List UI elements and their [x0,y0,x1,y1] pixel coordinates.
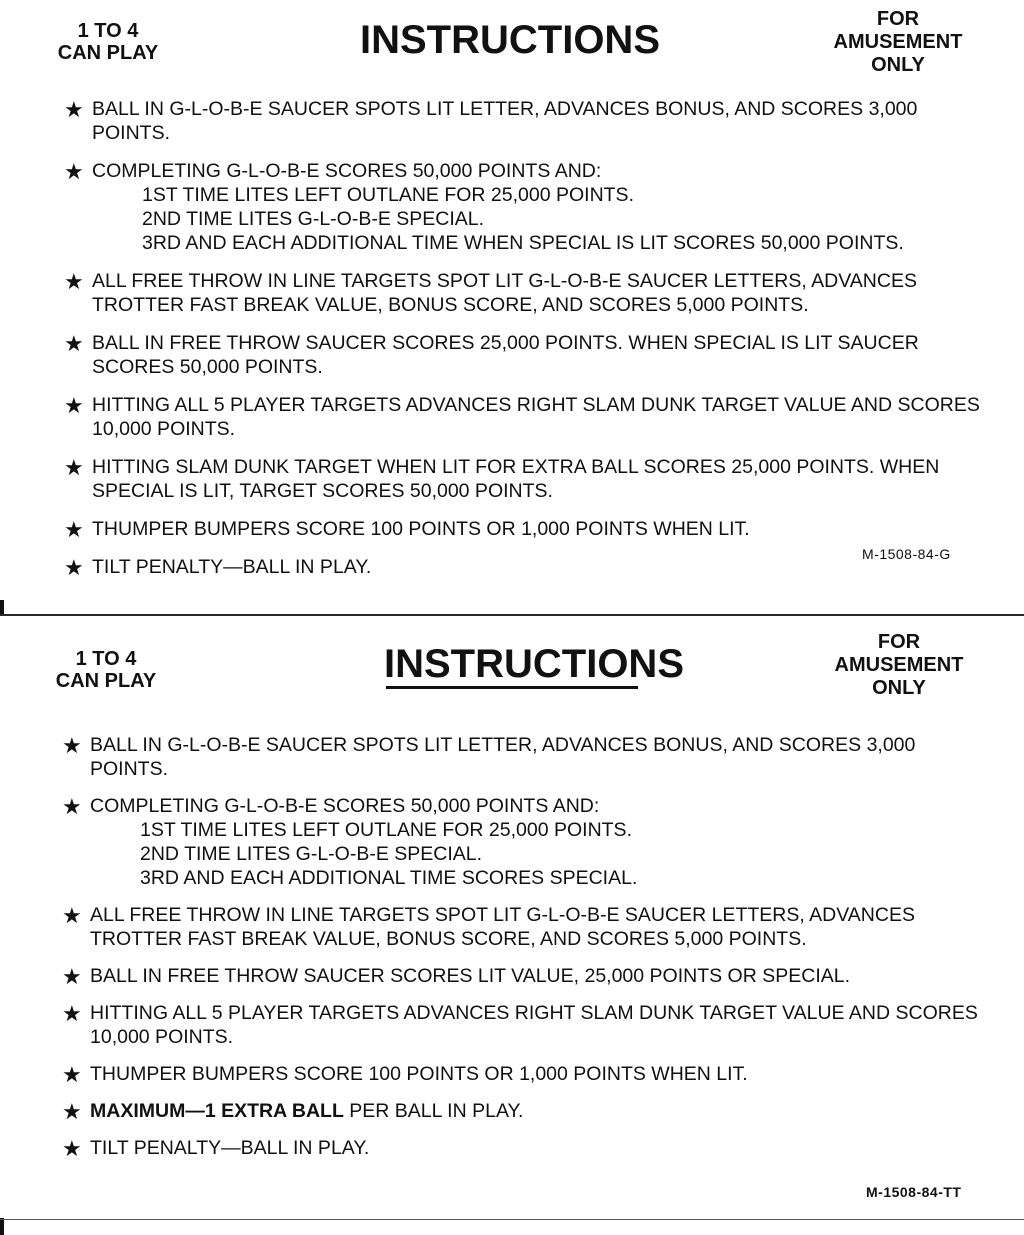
rule-subitem: 3RD AND EACH ADDITIONAL TIME WHEN SPECIAL IS LIT SCORES 50,000 POINTS. [142,232,904,254]
star-icon: ★ [62,1001,82,1026]
card-edge-mark [0,1218,4,1235]
rules-list [64,97,984,593]
rule-item: ★ THUMPER BUMPERS SCORE 100 POINTS OR 1,000 POINTS WHEN LIT. [62,1062,748,1087]
star-icon: ★ [62,1062,82,1087]
rule-bold-text: MAXIMUM—1 EXTRA BALL [90,1100,344,1122]
rule-item: ★ HITTING SLAM DUNK TARGET WHEN LIT FOR EXTRA BALL SCORES 25,000 POINTS. WHEN SPECIAL IS LIT, TARGET SCORES 50,000 POINTS. [64,455,940,502]
star-icon: ★ [62,903,82,928]
rule-item: ★ BALL IN G-L-O-B-E SAUCER SPOTS LIT LETTER, ADVANCES BONUS, AND SCORES 3,000 POINTS. [64,97,918,144]
instruction-card-top [0,0,1024,608]
rule-item: ★ COMPLETING G-L-O-B-E SCORES 50,000 POINTS AND: 1ST TIME LITES LEFT OUTLANE FOR 25,000 POINTS. 2ND TIME LITES G-L-O-B-E SPECIAL. 3RD AND EACH ADDITIONAL TIME WHEN SPECIAL IS LIT SCORES 50,000 POINTS. [64,159,984,255]
rule-item: ★ COMPLETING G-L-O-B-E SCORES 50,000 POINTS AND: 1ST TIME LITES LEFT OUTLANE FOR 25,000 POINTS. 2ND TIME LITES G-L-O-B-E SPECIAL. 3RD AND EACH ADDITIONAL TIME SCORES SPECIAL. [62,794,982,890]
star-icon: ★ [64,555,84,580]
star-icon: ★ [62,1136,82,1161]
rule-item: ★ ALL FREE THROW IN LINE TARGETS SPOT LIT G-L-O-B-E SAUCER LETTERS, ADVANCES TROTTER FAST BREAK VALUE, BONUS SCORE, AND SCORES 5,000 POINTS. [62,903,915,950]
star-icon: ★ [62,1099,82,1124]
rule-item: ★ THUMPER BUMPERS SCORE 100 POINTS OR 1,000 POINTS WHEN LIT. [64,517,750,542]
rule-item: ★ BALL IN FREE THROW SAUCER SCORES LIT VALUE, 25,000 POINTS OR SPECIAL. [62,964,851,989]
star-icon: ★ [62,733,82,758]
star-icon: ★ [62,794,82,819]
star-icon: ★ [64,517,84,542]
amusement-label: FOR AMUSEMENT ONLY [834,631,964,699]
rule-subitem: 1ST TIME LITES LEFT OUTLANE FOR 25,000 POINTS. [142,184,634,206]
rule-item: ★ TILT PENALTY—BALL IN PLAY. [64,555,372,580]
rule-subitem: 3RD AND EACH ADDITIONAL TIME SCORES SPECIAL. [140,867,638,889]
star-icon: ★ [64,97,84,122]
rule-subitem: 2ND TIME LITES G-L-O-B-E SPECIAL. [140,843,483,865]
players-label: 1 TO 4 CAN PLAY [55,648,157,692]
part-number: M-1508-84-G [862,546,951,562]
part-number: M-1508-84-TT [866,1184,962,1200]
rule-item: ★ ALL FREE THROW IN LINE TARGETS SPOT LIT G-L-O-B-E SAUCER LETTERS, ADVANCES TROTTER FAST BREAK VALUE, BONUS SCORE, AND SCORES 5,000 POINTS. [64,269,917,316]
rule-item: ★ BALL IN G-L-O-B-E SAUCER SPOTS LIT LETTER, ADVANCES BONUS, AND SCORES 3,000 POINTS. [62,733,916,780]
card-title: INSTRUCTIONS [360,18,660,62]
rule-item: ★ BALL IN FREE THROW SAUCER SCORES 25,000 POINTS. WHEN SPECIAL IS LIT SAUCER SCORES 50,000 POINTS. [64,331,919,378]
rule-item: ★ HITTING ALL 5 PLAYER TARGETS ADVANCES RIGHT SLAM DUNK TARGET VALUE AND SCORES 10,000 POINTS. [64,393,980,440]
amusement-label: FOR AMUSEMENT ONLY [833,8,963,76]
card-divider [0,614,1024,616]
card-bottom-edge [0,1219,1024,1220]
rule-item: ★ HITTING ALL 5 PLAYER TARGETS ADVANCES RIGHT SLAM DUNK TARGET VALUE AND SCORES 10,000 POINTS. [62,1001,978,1048]
instruction-card-bottom [0,618,1024,1223]
rule-item: ★ MAXIMUM—1 EXTRA BALL PER BALL IN PLAY. [62,1099,524,1124]
card-title: INSTRUCTIONS [384,642,684,686]
rules-list [62,733,982,1173]
rule-item: ★ TILT PENALTY—BALL IN PLAY. [62,1136,370,1161]
star-icon: ★ [64,393,84,418]
rule-subitem: 2ND TIME LITES G-L-O-B-E SPECIAL. [142,208,485,230]
rule-subitem: 1ST TIME LITES LEFT OUTLANE FOR 25,000 POINTS. [140,819,632,841]
star-icon: ★ [64,159,84,184]
star-icon: ★ [64,455,84,480]
star-icon: ★ [64,331,84,356]
title-underline [386,686,638,689]
star-icon: ★ [62,964,82,989]
players-label: 1 TO 4 CAN PLAY [57,20,159,64]
star-icon: ★ [64,269,84,294]
